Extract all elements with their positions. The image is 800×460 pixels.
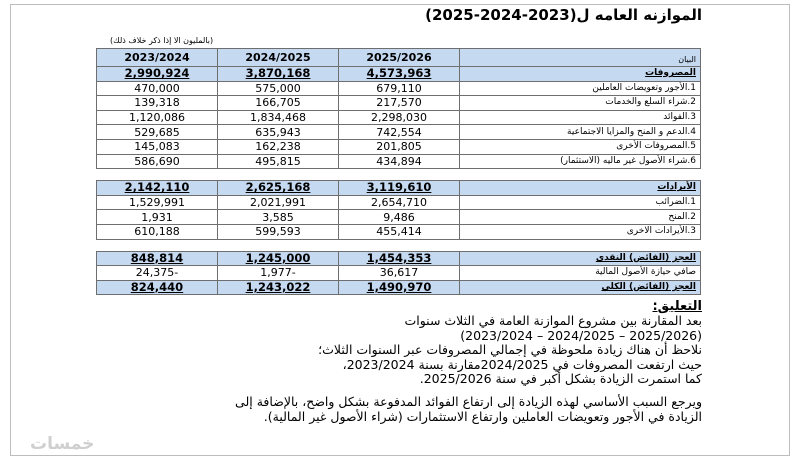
table-row [97,210,701,225]
value-cell-2025: 1,454,353 [339,251,460,266]
table-row [97,195,701,210]
value-cell-2023: 848,814 [97,251,218,266]
table-row [97,139,701,154]
value-cell-2025: 36,617 [339,266,460,281]
row-label: الأيرادات [460,181,701,196]
value-cell-2024: 1,243,022 [218,280,339,295]
row-label: صافي حيازة الأصول المالية [460,266,701,281]
value-cell-2023: 1,529,991 [97,195,218,210]
value-cell-2025: 3,119,610 [339,181,460,196]
commentary-line: بعد المقارنة بين مشروع الموازنة العامة في الثلاث سنوات [404,313,702,329]
commentary-line: ويرجع السبب الأساسي لهذه الزيادة إلى ارتفاع الفوائد المدفوعة بشكل واضح، بالإضافة إلى [235,394,702,410]
value-cell-2024: 599,593 [218,224,339,239]
row-label: العجز (الفائض) النقدي [460,251,701,266]
value-cell-2023: 610,188 [97,224,218,239]
value-cell-2025: 217,570 [339,96,460,111]
value-cell-2023: 1,931 [97,210,218,225]
value-cell-2023: 24,375- [97,266,218,281]
value-cell-2024: 2,021,991 [218,195,339,210]
column-header-2023: 2023/2024 [97,49,218,67]
column-header-2025: 2025/2026 [339,49,460,67]
row-label: 4.الدعم و المنح والمزايا الاجتماعية [460,125,701,140]
table-total-row [97,67,701,82]
value-cell-2023: 2,990,924 [97,67,218,82]
table-row [97,96,701,111]
value-cell-2025: 455,414 [339,224,460,239]
value-cell-2025: 201,805 [339,139,460,154]
value-cell-2025: 1,490,970 [339,280,460,295]
value-cell-2024: 495,815 [218,154,339,169]
commentary-line: كما استمرت الزيادة بشكل أكبر في سنة 2025/2026. [419,371,702,387]
table-total-row [97,181,701,196]
value-cell-2023: 2,142,110 [97,181,218,196]
value-cell-2024: 3,870,168 [218,67,339,82]
table-total-row [97,251,701,266]
value-cell-2023: 470,000 [97,81,218,96]
table-row [97,81,701,96]
row-label: العجز (الفائض) الكلي [460,280,701,295]
value-cell-2025: 679,110 [339,81,460,96]
table-total-row [97,280,701,295]
value-cell-2023: 586,690 [97,154,218,169]
value-cell-2025: 4,573,963 [339,67,460,82]
value-cell-2024: 1,245,000 [218,251,339,266]
table-row [97,125,701,140]
table-header-row [97,49,701,67]
unit-note: (بالمليون الا إذا ذكر خلاف ذلك) [110,36,214,45]
table-row [97,110,701,125]
value-cell-2023: 145,083 [97,139,218,154]
value-cell-2024: 162,238 [218,139,339,154]
value-cell-2025: 434,894 [339,154,460,169]
table-row [97,154,701,169]
table-row [97,224,701,239]
value-cell-2024: 2,625,168 [218,181,339,196]
value-cell-2023: 529,685 [97,125,218,140]
value-cell-2024: 1,834,468 [218,110,339,125]
commentary-line: حيث ارتفعت المصروفات في 2024/2025مقارنة بسنة 2023/2024، [342,356,702,372]
value-cell-2025: 2,298,030 [339,110,460,125]
value-cell-2023: 1,120,086 [97,110,218,125]
table-row [97,266,701,281]
row-label: 5.المصروفات الأخرى [460,139,701,154]
row-label: 2.المنح [460,210,701,225]
table-spacer-row [97,239,701,251]
value-cell-2023: 139,318 [97,96,218,111]
row-label: 2.شراء السلع والخدمات [460,96,701,111]
row-label: 1.الضرائب [460,195,701,210]
value-cell-2025: 9,486 [339,210,460,225]
column-header-label: البيان [460,49,701,67]
watermark-logo: خمسات [30,434,95,454]
value-cell-2025: 742,554 [339,125,460,140]
value-cell-2024: 635,943 [218,125,339,140]
budget-table [96,48,701,295]
column-header-2024: 2024/2025 [218,49,339,67]
page-title: الموازنه العامه ل(2023-2024-2025) [425,6,702,24]
value-cell-2024: 575,000 [218,81,339,96]
commentary-heading: التعليق: [652,299,702,314]
commentary-line: (2025/2026 – 2024/2025 – 2023/2024) [460,327,702,343]
value-cell-2025: 2,654,710 [339,195,460,210]
value-cell-2024: 3,585 [218,210,339,225]
row-label: المصروفات [460,67,701,82]
value-cell-2024: 1,977- [218,266,339,281]
commentary-line: الزيادة في الأجور وتعويضات العاملين وارتفاع الاستثمارات (شراء الأصول غير المالية). [263,408,702,424]
table-spacer-row [97,169,701,181]
row-label: 1.الأجور وتعويضات العاملين [460,81,701,96]
row-label: 6.شراء الأصول غير ماليه (الاستثمار) [460,154,701,169]
commentary-line: نلاحظ أن هناك زيادة ملحوظة في إجمالي المصروفات عبر السنوات الثلاث؛ [318,342,702,358]
value-cell-2024: 166,705 [218,96,339,111]
row-label: 3.الفوائد [460,110,701,125]
commentary [82,300,702,424]
row-label: 3.الأيرادات الاخرى [460,224,701,239]
value-cell-2023: 824,440 [97,280,218,295]
